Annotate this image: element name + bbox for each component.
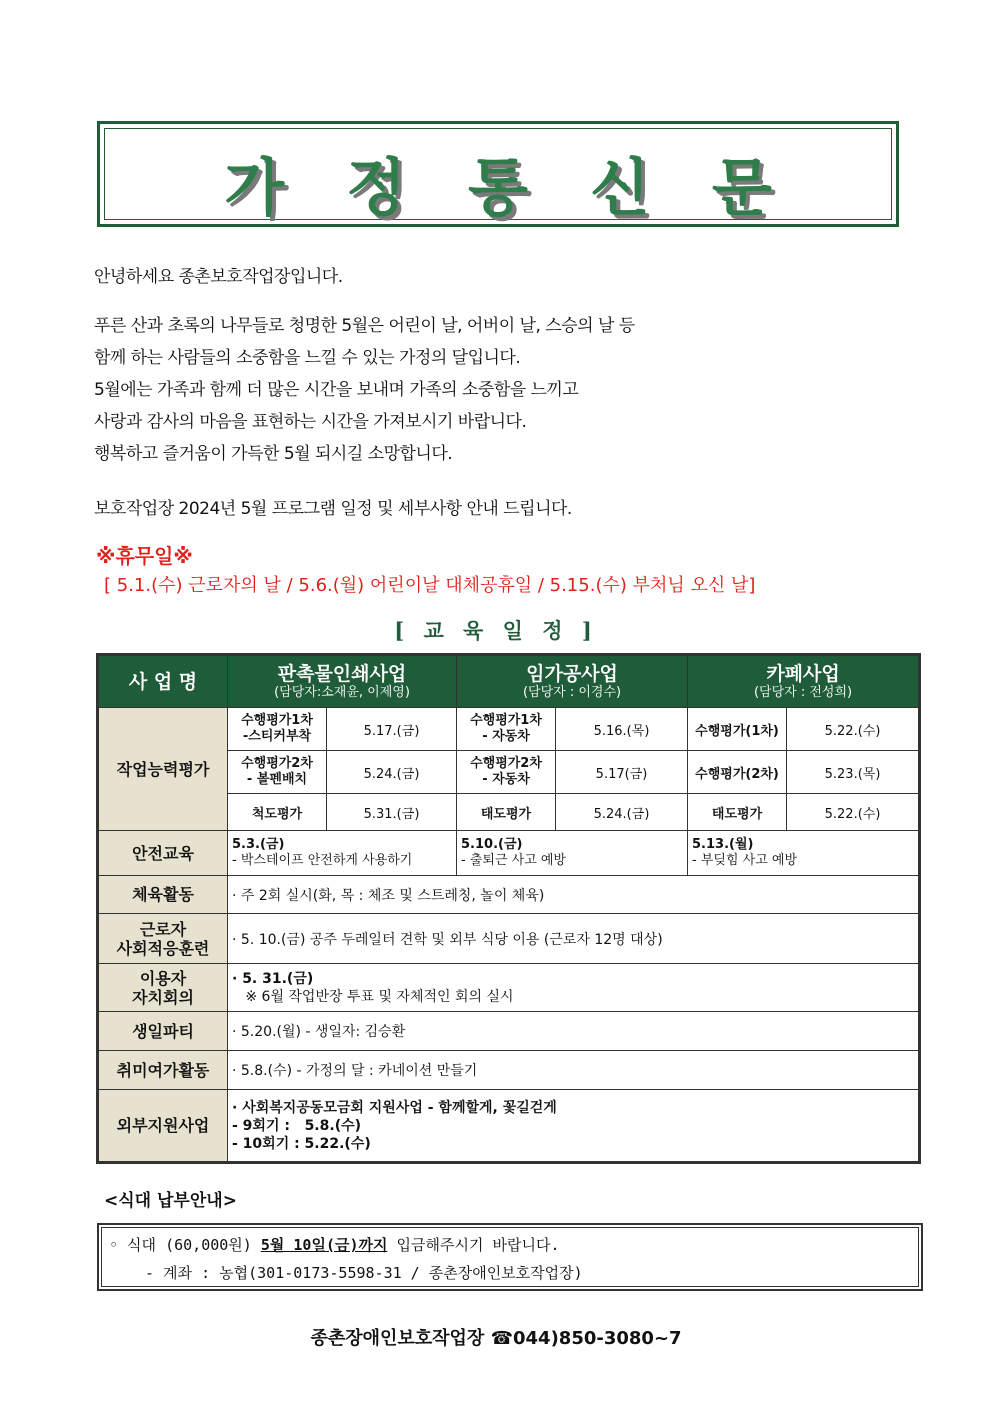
- eval-date: 5.16.(목): [556, 708, 688, 751]
- business-header: 카페사업 (담당자 : 전성희): [688, 656, 919, 708]
- eval-label: 태도평가: [688, 794, 787, 831]
- row-label: 외부지원사업: [99, 1090, 228, 1162]
- row-content: · 5. 10.(금) 공주 두레일터 견학 및 외부 식당 이용 (근로자 12명 대상): [228, 914, 919, 964]
- eval-date: 5.24.(금): [556, 794, 688, 831]
- table-row: [99, 914, 919, 964]
- safety-cell: [688, 831, 919, 876]
- meal-line: [109, 1234, 559, 1255]
- footer-contact: 종촌장애인보호작업장 ☎044)850-3080~7: [310, 1328, 682, 1349]
- eval-label: 태도평가: [457, 794, 556, 831]
- safety-date: 5.13.(월): [692, 837, 754, 852]
- greeting: 안녕하세요 종촌보호작업장입니다.: [94, 267, 343, 287]
- meal-deadline: 5월 10일(금)까지: [260, 1236, 388, 1254]
- eval-label: 수행평가(2차): [688, 751, 787, 794]
- row-content: [228, 964, 919, 1012]
- eval-label: 수행평가1차 -스티커부착: [228, 708, 327, 751]
- table-row: [99, 708, 919, 751]
- table-row: [99, 964, 919, 1012]
- body-line: 5월에는 가족과 함께 더 많은 시간을 보내며 가족의 소중함을 느끼고: [94, 380, 579, 400]
- eval-label: 수행평가2차 - 볼펜배치: [228, 751, 327, 794]
- holiday-title: ※휴무일※: [96, 544, 193, 568]
- eval-label: 척도평가: [228, 794, 327, 831]
- safety-desc: - 부딪힘 사고 예방: [692, 853, 798, 868]
- safety-date: 5.3.(금): [232, 837, 285, 852]
- table-row: [99, 876, 919, 914]
- row-line: · 5. 31.(금): [232, 970, 314, 987]
- row-line: · 사회복지공동모금회 지원사업 - 함께할게, 꽃길걷게: [232, 1099, 557, 1116]
- row-label: 취미여가활동: [99, 1051, 228, 1090]
- row-content: · 5.20.(월) - 생일자: 김승환: [228, 1012, 919, 1051]
- eval-date: 5.22.(수): [787, 794, 919, 831]
- row-label: 작업능력평가: [99, 708, 228, 831]
- safety-desc: - 출퇴근 사고 예방: [461, 853, 566, 868]
- body-line: 사랑과 감사의 마음을 표현하는 시간을 가져보시기 바랍니다.: [94, 412, 527, 432]
- table-row: [99, 1051, 919, 1090]
- table-row: [99, 1012, 919, 1051]
- eval-label: 수행평가2차 - 자동차: [457, 751, 556, 794]
- schedule-table: [98, 655, 919, 1162]
- eval-date: 5.24.(금): [327, 751, 457, 794]
- body-line: 함께 하는 사람들의 소중함을 느낄 수 있는 가정의 달입니다.: [94, 348, 521, 368]
- business-header: 임가공사업 (담당자 : 이경수): [457, 656, 688, 708]
- business-name-header: 사 업 명: [99, 656, 228, 708]
- program-intro: 보호작업장 2024년 5월 프로그램 일정 및 세부사항 안내 드립니다.: [94, 499, 572, 519]
- row-line: ※ 6월 작업반장 투표 및 자체적인 회의 실시: [232, 988, 514, 1005]
- row-content: · 5.8.(수) - 가정의 달 : 카네이션 만들기: [228, 1051, 919, 1090]
- meal-heading: <식대 납부안내>: [104, 1191, 237, 1211]
- row-label: 안전교육: [99, 831, 228, 876]
- row-content: [228, 1090, 919, 1162]
- safety-cell: [228, 831, 457, 876]
- row-label: 체육활동: [99, 876, 228, 914]
- eval-date: 5.31.(금): [327, 794, 457, 831]
- safety-cell: [457, 831, 688, 876]
- safety-date: 5.10.(금): [461, 837, 523, 852]
- eval-date: 5.22.(수): [787, 708, 919, 751]
- eval-label: 수행평가1차 - 자동차: [457, 708, 556, 751]
- table-row: [99, 1090, 919, 1162]
- safety-desc: - 박스테이프 안전하게 사용하기: [232, 853, 413, 868]
- eval-date: 5.23.(목): [787, 751, 919, 794]
- body-line: 행복하고 즐거움이 가득한 5월 되시길 소망합니다.: [94, 444, 453, 464]
- body-line: 푸른 산과 초록의 나무들로 청명한 5월은 어린이 날, 어버이 날, 스승의 날 등: [94, 316, 635, 336]
- meal-box: [97, 1223, 923, 1291]
- page-title: 가정통신문: [224, 151, 834, 224]
- row-label: 근로자 사회적응훈련: [99, 914, 228, 964]
- business-header: 판촉물인쇄사업 (담당자:소재윤, 이제영): [228, 656, 457, 708]
- row-label: 생일파티: [99, 1012, 228, 1051]
- table-header-row: [99, 656, 919, 708]
- table-row: [99, 831, 919, 876]
- meal-text: ◦ 식대 (60,000원): [109, 1236, 261, 1254]
- holiday-line: [ 5.1.(수) 근로자의 날 / 5.6.(월) 어린이날 대체공휴일 / 5.15.(수) 부처님 오신 날]: [104, 575, 756, 596]
- row-line: - 10회기 : 5.22.(수): [232, 1135, 371, 1152]
- row-line: - 9회기 : 5.8.(수): [232, 1117, 362, 1134]
- row-label: 이용자 자치회의: [99, 964, 228, 1012]
- title-box: [97, 121, 899, 227]
- meal-account: - 계좌 : 농협(301-0173-5598-31 / 종촌장애인보호작업장): [145, 1264, 583, 1282]
- meal-text: 입금해주시기 바랍니다.: [387, 1236, 560, 1254]
- eval-date: 5.17.(금): [327, 708, 457, 751]
- eval-date: 5.17(금): [556, 751, 688, 794]
- row-content: · 주 2회 실시(화, 목 : 체조 및 스트레칭, 놀이 체육): [228, 876, 919, 914]
- eval-label: 수행평가(1차): [688, 708, 787, 751]
- education-schedule-title: [ 교 육 일 정 ]: [394, 618, 598, 643]
